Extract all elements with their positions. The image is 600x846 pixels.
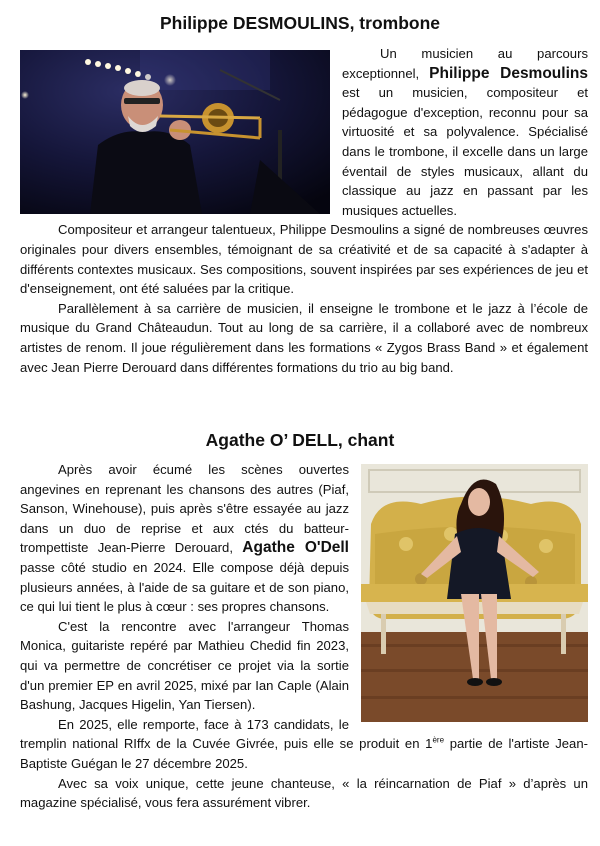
bio-odell-intro-rest: passe côté studio en 2024. Elle compose déjà depuis plusieurs années, à l'aide de sa guitare et de son piano, ce qui lui tient le plus à cœur : ses propres chansons.: [20, 559, 349, 615]
bio-odell: [20, 460, 588, 813]
ordinal-superscript: ère: [432, 735, 445, 745]
bio-odell-paragraph-3: [20, 715, 588, 774]
bio-odell-award-rest: partie de l'artiste Jean-Baptiste Guégan le 27 décembre 2025.: [20, 736, 588, 771]
photo-desmoulins: [20, 50, 330, 214]
artist-name-desmoulins: Philippe Desmoulins: [429, 64, 588, 82]
bio-desmoulins-paragraph-3: Parallèlement à sa carrière de musicien, il enseigne le trombone et le jazz à l’école de musique du Grand Châteaudun. Tout au long de sa carrière, il a collaboré avec de nombreux artistes de renom. Il joue régulièrement dans les formations « Zygos Brass Band » et également avec Jean Pierre Derouard dans différentes formations du trio au big band.: [20, 300, 588, 375]
bio-desmoulins-paragraph-2: Compositeur et arrangeur talentueux, Philippe Desmoulins a signé de nombreuses œuvres originales pour divers ensembles, témoignant de sa créativité et de sa capacité à s'adapter à différents contextes musicaux. Ses compositions, souvent inspirées par ses expériences de jeu et d'enseignement, ont été saluées par la critique.: [20, 222, 588, 297]
bio-odell-award: En 2025, elle remporte, face à 173 candidats, le tremplin national RIffx de la Cuvée Givrée, puis elle se produit en 1: [20, 716, 433, 752]
bio-desmoulins: [20, 44, 588, 377]
bio-odell-paragraph-2: C'est la rencontre avec l'arrangeur Thomas Monica, guitariste repéré par Mathieu Chedid fin 2023, qui va permettre de concrétiser ce projet via la sortie d'un premier EP en avril 2025, mixé par Ian Caple (Alain Bashung, Jacques Higelin, Yan Tiersen).: [20, 618, 349, 713]
bio-desmoulins-intro: Un musicien au parcours exceptionnel,: [342, 46, 588, 81]
photo-desmoulins-image: [20, 50, 330, 214]
section-title-desmoulins: Philippe DESMOULINS, trombone: [159, 13, 440, 33]
photo-odell: [361, 464, 588, 722]
photo-odell-image: [361, 464, 588, 722]
bio-odell-intro: Après avoir écumé les scènes ouvertes angevines en reprenant les chansons des autres (Piaf, Sanson, Winehouse), puis après s'être essayée au jazz dans un duo de reprise et aux ctés du batteur-trompettiste Jean-Pierre Derouard,: [20, 462, 349, 556]
artist-name-odell: Agathe O'Dell: [242, 539, 349, 557]
bio-odell-paragraph-4: Avec sa voix unique, cette jeune chanteuse, « la réincarnation de Piaf » d’après un magazine spécialisé, vous fera assurément vibrer.: [20, 775, 588, 811]
bio-desmoulins-intro-rest: est un musicien, compositeur et pédagogue d'exception, reconnu pour sa virtuosité et sa polyvalence. Spécialisé dans le trombone, il excelle dans un large éventail de styles musicaux, allant du classique au jazz en passant par les musiques actuelles.: [342, 85, 588, 218]
section-title-odell: Agathe O’ DELL, chant: [205, 430, 395, 450]
